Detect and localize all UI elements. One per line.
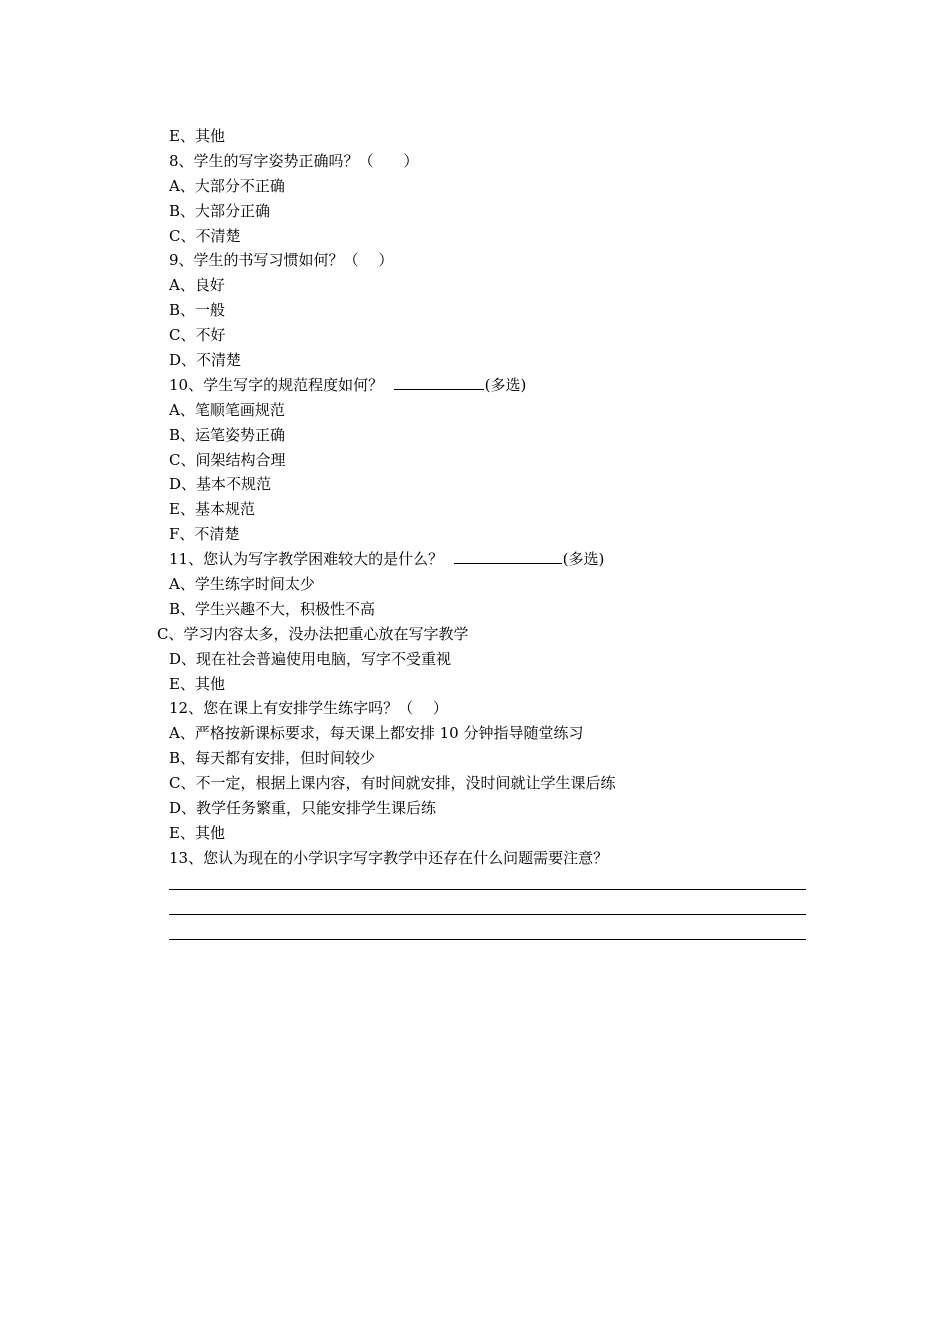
q9-option-c: C、不好 <box>169 326 226 345</box>
q13-answer-line-2[interactable] <box>169 914 806 915</box>
q10-option-d: D、基本不规范 <box>169 475 272 494</box>
q8-option-a: A、大部分不正确 <box>169 176 285 195</box>
q9-question: 9、学生的书写习惯如何？（ ） <box>169 251 394 270</box>
q11-option-c: C、学习内容太多，没办法把重心放在写字教学 <box>157 624 469 643</box>
survey-content <box>157 124 809 871</box>
q8-option-b: B、大部分正确 <box>169 201 271 220</box>
q10-multi-select-note: (多选) <box>484 375 527 394</box>
q10-answer-blank[interactable] <box>394 374 484 390</box>
q12-option-c: C、不一定，根据上课内容，有时间就安排，没时间就让学生课后练 <box>169 774 616 793</box>
q9-option-d: D、不清楚 <box>169 351 242 370</box>
q11-question-text: 11、您认为写字教学困难较大的是什么？ <box>169 550 444 569</box>
q11-answer-blank[interactable] <box>454 548 562 564</box>
q7-option-e: E、其他 <box>169 127 225 145</box>
q13-answer-line-3[interactable] <box>169 939 806 940</box>
q9-option-b: B、一般 <box>169 301 226 320</box>
q12-option-e: E、其他 <box>169 823 225 842</box>
q9-option-a: A、良好 <box>169 276 225 295</box>
q12-option-d: D、教学任务繁重，只能安排学生课后练 <box>169 799 437 818</box>
q11-option-b: B、学生兴趣不大，积极性不高 <box>169 599 376 618</box>
q10-option-e: E、基本规范 <box>169 500 255 519</box>
q11-option-d: D、现在社会普遍使用电脑，写字不受重视 <box>169 649 452 668</box>
q12-option-b: B、每天都有安排，但时间较少 <box>169 749 376 768</box>
q10-option-c: C、间架结构合理 <box>169 450 286 469</box>
q10-question-text: 10、学生写字的规范程度如何？ <box>169 375 384 394</box>
q8-question: 8、学生的写字姿势正确吗？（ ） <box>169 151 419 170</box>
q11-multi-select-note: (多选) <box>562 550 605 569</box>
q13-answer-line-1[interactable] <box>169 889 806 890</box>
q12-option-a: A、严格按新课标要求，每天课上都安排 10 分钟指导随堂练习 <box>169 724 584 743</box>
q10-option-b: B、运笔姿势正确 <box>169 425 286 444</box>
q11-question <box>169 547 809 572</box>
q10-option-a: A、笔顺笔画规范 <box>169 400 285 419</box>
q12-question: 12、您在课上有安排学生练字吗？（ ） <box>169 699 448 718</box>
q10-option-f: F、不清楚 <box>169 525 240 544</box>
q11-option-a: A、学生练字时间太少 <box>169 575 315 594</box>
q10-question <box>169 373 809 398</box>
q13-question: 13、您认为现在的小学识字写字教学中还存在什么问题需要注意？ <box>169 848 609 867</box>
q11-option-e: E、其他 <box>169 674 225 693</box>
q8-option-c: C、不清楚 <box>169 226 241 245</box>
